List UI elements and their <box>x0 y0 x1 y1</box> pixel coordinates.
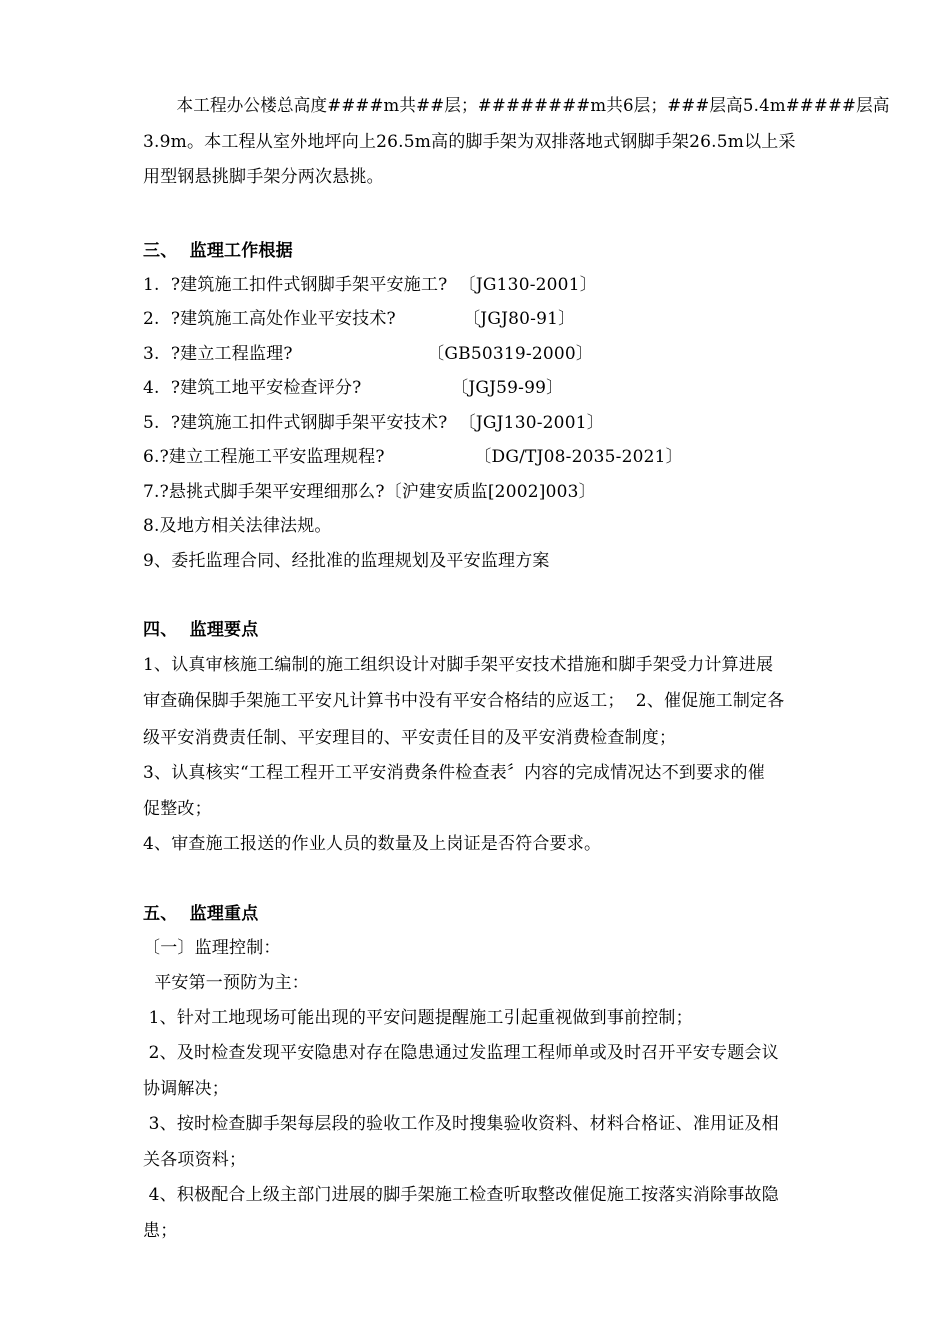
section-3-item-8: 8.及地方相关法律法规。 <box>143 516 332 536</box>
intro-line-3: 用型钢悬挑脚手架分两次悬挑。 <box>143 167 384 187</box>
section-5-line-6: 3、按时检查脚手架每层段的验收工作及时搜集验收资料、材料合格证、准用证及相 <box>143 1114 779 1134</box>
intro-line-2: 3.9m。本工程从室外地坪向上26.5m高的脚手架为双排落地式钢脚手架26.5m以上采 <box>143 132 796 152</box>
section-3-item-9: 9、委托监理合同、经批准的监理规划及平安监理方案 <box>143 551 550 571</box>
section-4-line-5: 促整改； <box>143 799 212 819</box>
section-3-item-4: 4. ?建筑工地平安检查评分? 〔JGJ59-99〕 <box>143 378 564 398</box>
intro-line-1: 本工程办公楼总高度####m共##层；########m共6层；###层高5.4m#####层高 <box>143 96 890 116</box>
section-4-line-1: 1、认真审核施工编制的施工组织设计对脚手架平安技术措施和脚手架受力计算进展 <box>143 655 774 675</box>
section-3-item-1: 1. ?建筑施工扣件式钢脚手架平安施工? 〔JG130-2001〕 <box>143 275 597 295</box>
section-4-line-2: 审查确保脚手架施工平安凡计算书中没有平安合格结的应返工； 2、催促施工制定各 <box>143 691 785 711</box>
section-3-item-6: 6.?建立工程施工平安监理规程? 〔DG/TJ08-2035-2021〕 <box>143 447 683 467</box>
section-4-heading: 四、 监理要点 <box>143 620 259 640</box>
section-4-line-6: 4、审查施工报送的作业人员的数量及上岗证是否符合要求。 <box>143 834 602 854</box>
section-3-item-7: 7.?悬挑式脚手架平安理细那么?〔沪建安质监[2002]003〕 <box>143 482 596 502</box>
section-5-heading: 五、 监理重点 <box>143 904 259 924</box>
section-5-line-3: 1、针对工地现场可能出现的平安问题提醒施工引起重视做到事前控制； <box>143 1008 693 1028</box>
section-3-item-3: 3. ?建立工程监理? 〔GB50319-2000〕 <box>143 344 594 364</box>
section-4-line-3: 级平安消费责任制、平安理目的、平安责任目的及平安消费检查制度； <box>143 728 677 748</box>
section-3-item-5: 5. ?建筑施工扣件式钢脚手架平安技术? 〔JGJ130-2001〕 <box>143 413 604 433</box>
section-5-line-1: 〔一〕监理控制： <box>143 938 281 958</box>
section-5-line-2: 平安第一预防为主： <box>143 973 310 993</box>
section-5-line-4: 2、及时检查发现平安隐患对存在隐患通过发监理工程师单或及时召开平安专题会议 <box>143 1043 779 1063</box>
section-5-line-5: 协调解决； <box>143 1079 229 1099</box>
section-3-heading: 三、 监理工作根据 <box>143 241 293 261</box>
section-5-line-7: 关各项资料； <box>143 1150 247 1170</box>
section-4-line-4: 3、认真核实“工程工程开工平安消费条件检查表〞内容的完成情况达不到要求的催 <box>143 763 765 783</box>
section-5-line-9: 患； <box>143 1221 178 1241</box>
section-5-line-8: 4、积极配合上级主部门进展的脚手架施工检查听取整改催促施工按落实消除事故隐 <box>143 1185 779 1205</box>
section-3-item-2: 2. ?建筑施工高处作业平安技术? 〔JGJ80-91〕 <box>143 309 576 329</box>
